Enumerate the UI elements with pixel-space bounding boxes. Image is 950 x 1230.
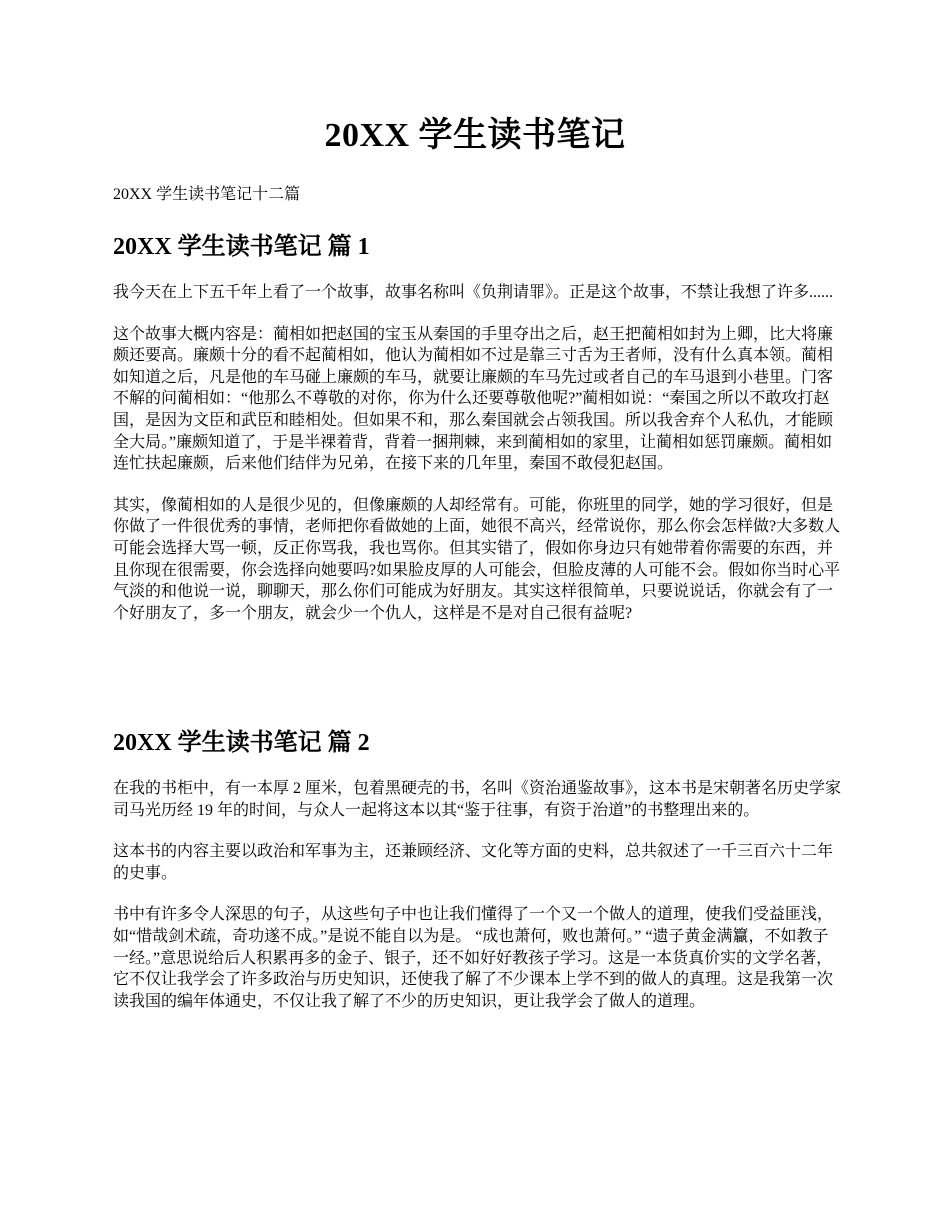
paragraph: 书中有许多令人深思的句子，从这些句子中也让我们懂得了一个又一个做人的道理，使我们受益匪浅，如“惜哉剑术疏，奇功遂不成。”是说不能自以为是。 “成也萧何，败也萧何。” “遗子黄金满籯，不如教子一经。”意思说给后人积累再多的金子、银子，还不如好好教孩子学习。这是一本货真价实的文学名著，它不仅让我学会了许多政治与历史知识，还使我了解了不少课本上学不到的做人的真理。这是我第一次读我国的编年体通史，不仅让我了解了不少的历史知识，更让我学会了做人的道理。 — [113, 906, 834, 1010]
section-heading: 20XX 学生读书笔记 篇 2 — [113, 730, 370, 756]
section-1 — [113, 230, 841, 624]
section-2 — [113, 726, 841, 1012]
paragraph: 在我的书柜中，有一本厚 2 厘米，包着黑硬壳的书，名叫《资治通鉴故事》，这本书是宋朝著名历史学家司马光历经 19 年的时间，与众人一起将这本以其“鉴于往事，有资于治道”的书整理出来的。 — [113, 780, 842, 819]
section-heading: 20XX 学生读书笔记 篇 1 — [113, 234, 370, 260]
document-title: 20XX 学生读书笔记 — [324, 117, 626, 154]
paragraph: 其实，像蔺相如的人是很少见的，但像廉颇的人却经常有。可能，你班里的同学，她的学习很好，但是你做了一件很优秀的事情，老师把你看做她的上面，她很不高兴，经常说你，那么你会怎样做?大多数人可能会选择大骂一顿，反正你骂我，我也骂你。但其实错了，假如你身边只有她带着你需要的东西，并且你现在很需要，你会选择向她要吗?如果脸皮厚的人可能会，但脸皮薄的人可能不会。假如你当时心平气淡的和他说一说，聊聊天，那么你们可能成为好朋友。其实这样很简单，只要说说话，你就会有了一个好朋友了，多一个朋友，就会少一个仇人，这样是不是对自己很有益呢? — [113, 496, 841, 622]
paragraph: 这本书的内容主要以政治和军事为主，还兼顾经济、文化等方面的史料，总共叙述了一千三百六十二年的史事。 — [113, 843, 834, 882]
paragraph: 我今天在上下五千年上看了一个故事，故事名称叫《负荆请罪》。正是这个故事，不禁让我想了许多...... — [113, 284, 834, 301]
document-subtitle: 20XX 学生读书笔记十二篇 — [113, 186, 301, 203]
paragraph: 这个故事大概内容是：蔺相如把赵国的宝玉从秦国的手里夺出之后，赵王把蔺相如封为上卿，比大将廉颇还要高。廉颇十分的看不起蔺相如，他认为蔺相如不过是靠三寸舌为王者师，没有什么真本领。蔺相如知道之后，凡是他的车马碰上廉颇的车马，就要让廉颇的车马先过或者自己的车马退到小巷里。门客不解的问蔺相如：“他那么不尊敬的对你，你为什么还要尊敬他呢?”蔺相如说：“秦国之所以不敢攻打赵国，是因为文臣和武臣和睦相处。但如果不和，那么秦国就会占领我国。所以我舍弃个人私仇，才能顾全大局。”廉颇知道了，于是半裸着背，背着一捆荆棘，来到蔺相如的家里，让蔺相如惩罚廉颇。蔺相如连忙扶起廉颇，后来他们结伴为兄弟，在接下来的几年里，秦国不敢侵犯赵国。 — [113, 325, 834, 473]
